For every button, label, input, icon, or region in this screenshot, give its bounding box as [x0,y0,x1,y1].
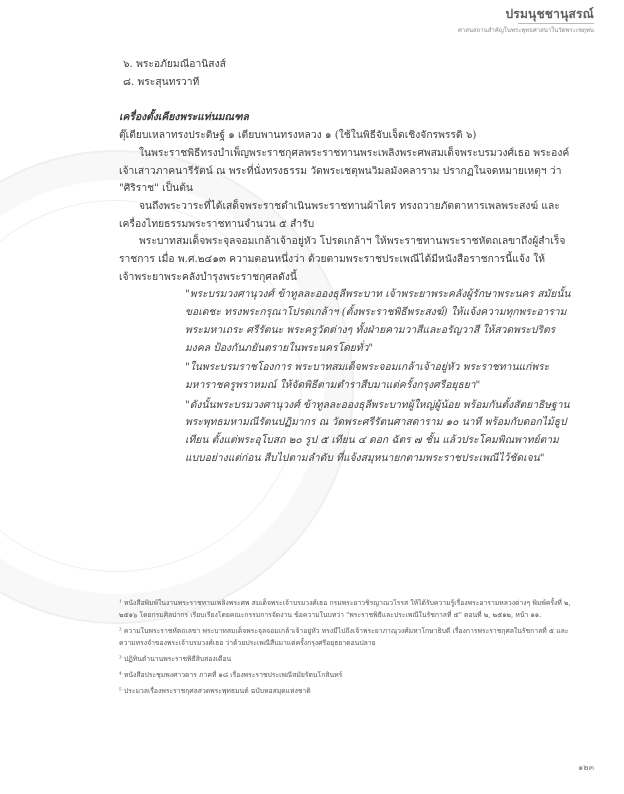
main-text [119,56,571,467]
page-number: ๑๒๓ [578,763,594,772]
footnote: ³ ปฏิทินตำนานพระราชพิธีสิบสองเดือน [119,655,232,663]
header-subtitle: ศาสนสถานสำคัญในพระพุทธศาสนาในวัดพระเชตุพน [458,27,594,34]
section-heading: เครื่องตั้งเคียงพระแท่นมณฑล [119,111,249,124]
footnotes [119,597,575,701]
footnote: ⁵ ประมวลเรื่องพระราชกุศลสวดพระพุทธมนต์ ฉบับหอสมุดแห่งชาติ [119,687,311,695]
list-item: ๖. พระอภัยมณีอานิสงส์ [123,58,226,70]
paragraph: พระบาทสมเด็จพระจุลจอมเกล้าเจ้าอยู่หัว โปรดเกล้าฯ ให้พระราชทานพระราชหัตถเลขาถึงผู้สำเร็จราชการ เมื่อ พ.ศ.๒๔๑๓ ความตอนหนึ่งว่า ด้วยตามพระราชประเพณีได้มีหนังสือราชการนี้แจ้ง ให้เจ้าพระยาพระคลังบำรุงพระราชกุศลดังนี้ [119,235,566,283]
header-title: ปรมนุชชานุสรณ์ [505,7,594,21]
block-quote: "ในพระบรมราชโองการ พระบาทสมเด็จพระจอมเกล้าเจ้าอยู่หัว พระราชทานแก่พระมหาราชครูพราหมณ์ ให้จัดพิธีตามตำราสืบมาแต่ครั้งกรุงศรีอยุธยา" [185,361,550,391]
block-quote: "พระบรมวงศานุวงศ์ ข้าทูลละอองธุลีพระบาท เจ้าพระยาพระคลังผู้รักษาพระนคร สมัยนั้นขอเดชะ ทรงพระกรุณาโปรดเกล้าฯ (ตั้งพระราชพิธีพระสงฆ์) ให้แจ้งความทุกพระอาราม พระมหาเถระ ศรีรัตนะ พระครูวัดต่างๆ ทั้งฝ่ายคามวาสีและอรัญวาสี ให้สวดพระปริตรมงคล ป้องกันภยันตรายในพระนครโดยทั่ว" [185,288,571,354]
footnote: ¹ หนังสือพิมพ์ในงานพระราชทานเพลิงพระศพ สมเด็จพระเจ้าบรมวงศ์เธอ กรมพระยาวชิรญาณวโรรส ให้ได้รับความรู้เรื่องพระอารามหลวงต่างๆ พิมพ์ครั้งที่ ๒, ๒๕๑๖ โดยกรมศิลปากร เรียบเรียงโดยคณะกรรมการจัดงาน ข้อความในบทว่า "พระราชพิธีและประเพณีในรัชกาลที่ ๕" ตอนที่ ๒, ๒๕๑๒, หน้า ๑๑. [119,599,571,619]
header-rule [518,23,594,24]
paragraph: ในพระราชพิธีทรงบำเพ็ญพระราชกุศลพระราชทานพระเพลิงพระศพสมเด็จพระบรมวงศ์เธอ พระองค์เจ้าเสาวภาคนารีรัตน์ ณ พระที่นั่งทรงธรรม วัดพระเชตุพนวิมลมังคลาราม ปรากฏในจดหมายเหตุฯ ว่า "ศิริราช" เป็นต้น [119,146,570,195]
footnote: ⁴ หนังสือประชุมพงศาวดาร ภาคที่ ๑๘ เรื่องพระราชประเพณีสมัยรัตนโกสินทร์ [119,671,343,679]
list-item: ๘. พระสุนทรวาที [123,75,200,88]
paragraph: ตุ๊เตียบเหลาทรงประดิษฐ์ ๑ เตียบพานทรงหลวง ๑ (ใช้ในพิธีจับเจ็ดเชิงจักรพรรดิ ๖) [119,129,477,142]
footnote: ² ความในพระราชหัตถเลขา พระบาทสมเด็จพระจุลจอมเกล้าเจ้าอยู่หัว ทรงมีไปถึงเจ้าพระยาภาณุวงศ์มหาโกษาธิบดี เรื่องการพระราชกุศลในรัชกาลที่ ๕ และความทรงจำของพระเจ้าบรมวงศ์เธอ ว่าด้วยประเพณีสืบมาแต่ครั้งกรุงศรีอยุธยาตอนปลาย [119,627,569,647]
block-quote: "ดังนั้นพระบรมวงศานุวงศ์ ข้าทูลละอองธุลีพระบาทผู้ใหญ่ผู้น้อย พร้อมกันตั้งสัตยาธิษฐาน พระพุทธมหามณีรัตนปฏิมากร ณ วัดพระศรีรัตนศาสดาราม ๑๐ นาที พร้อมกับดอกไม้ธูปเทียน ตั้งแต่พระอุโบสถ ๒๐ รูป ๕ เทียน ๔ ดอก ฉัตร ๗ ชั้น แล้วประโคมพิณพาทย์ตามแบบอย่างแต่ก่อน สืบไปตามลำดับ ที่แจ้งสมุหนายกตามพระราชประเพณีไว้ชัดเจน" [185,398,570,464]
running-header [458,5,594,35]
paragraph: จนถึงพระวาระที่ได้เสด็จพระราชดำเนินพระราชทานผ้าไตร ทรงถวายภัตตาหารเพลพระสงฆ์ และเครื่องไทยธรรมพระราชทานจำนวน ๕ สำรับ [119,199,560,230]
